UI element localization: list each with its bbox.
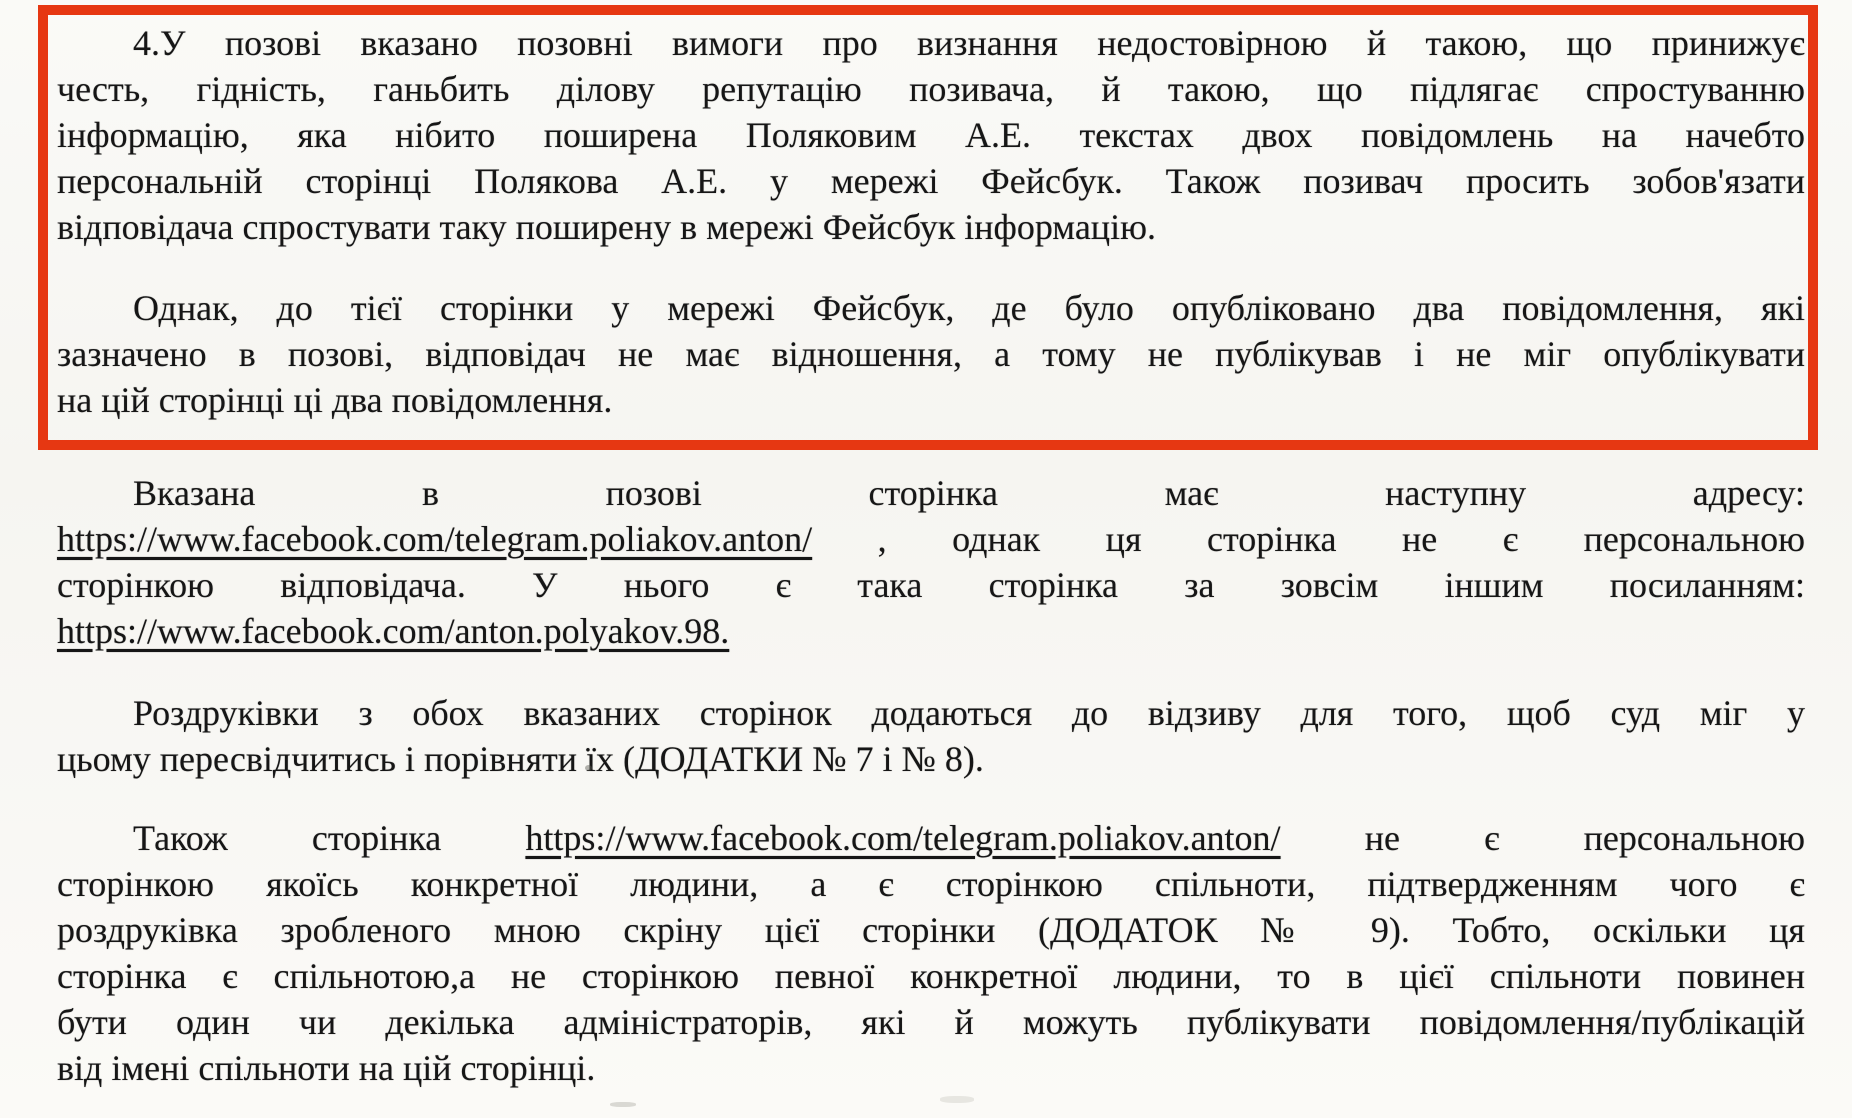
text-segment: , однак ця сторінка не є персональною	[812, 519, 1805, 559]
scan-artifact	[585, 765, 592, 771]
facebook-anton-polyakov-url: https://www.facebook.com/anton.polyakov.98.	[57, 611, 730, 651]
text-segment: Також сторінка	[133, 818, 526, 858]
text-line: бути один чи декілька адміністраторів, які й можуть публікувати повідомлення/публікацій	[57, 1002, 1805, 1042]
text-line: сторінкою відповідача. У нього є така сторінка за зовсім іншим посиланням:	[57, 565, 1805, 605]
text-line: Однак, до тієї сторінки у мережі Фейсбук, де було опубліковано два повідомлення, які	[133, 288, 1805, 328]
text-line: на цій сторінці ці два повідомлення.	[57, 380, 613, 420]
text-line: сторінка є спільнотою,а не сторінкою певної конкретної людини, то в цієї спільноти повинен	[57, 956, 1805, 996]
paragraph-page-address	[57, 470, 1805, 654]
text-line: честь, гідність, ганьбить ділову репутацію позивача, й такою, що підлягає спростуванню	[57, 69, 1805, 109]
document-text-column	[57, 20, 1805, 1091]
text-line	[57, 815, 1805, 861]
text-line: відповідача спростувати таку поширену в мережі Фейсбук інформацію.	[57, 207, 1156, 247]
text-line: 4.У позові вказано позовні вимоги про визнання недостовірною й такою, що принижує	[133, 23, 1805, 63]
text-line: персональній сторінці Полякова А.Е. у мережі Фейсбук. Також позивач просить зобов'язати	[57, 161, 1805, 201]
text-line	[57, 516, 1805, 562]
facebook-telegram-poliakov-url: https://www.facebook.com/telegram.poliakov.anton/	[525, 818, 1281, 858]
text-line: Вказана в позові сторінка має наступну адресу:	[133, 473, 1805, 513]
text-line: зазначено в позові, відповідач не має відношення, а тому не публікував і не міг опублікувати	[57, 334, 1805, 374]
text-line: роздруківка зробленого мною скріну цієї сторінки (ДОДАТОК № 9). Тобто, оскільки ця	[57, 910, 1805, 950]
text-line: сторінкою якоїсь конкретної людини, а є сторінкою спільноти, підтвердженням чого є	[57, 864, 1805, 904]
text-line	[57, 608, 1805, 654]
text-line: від імені спільноти на цій сторінці.	[57, 1048, 596, 1088]
scan-artifact	[940, 1096, 974, 1103]
text-line: цьому пересвідчитись і порівняти їх (ДОДАТКИ № 7 і № 8).	[57, 739, 984, 779]
paragraph-community-page	[57, 815, 1805, 1091]
facebook-telegram-poliakov-url: https://www.facebook.com/telegram.poliakov.anton/	[57, 519, 813, 559]
paragraph-claim-summary	[57, 20, 1805, 250]
text-segment: не є персональною	[1280, 818, 1805, 858]
text-line: Роздруківки з обох вказаних сторінок додаються до відзиву для того, щоб суд міг у	[133, 693, 1805, 733]
paragraph-printouts	[57, 690, 1805, 782]
scan-artifact	[610, 1102, 636, 1107]
paragraph-denial	[57, 285, 1805, 423]
text-line: інформацію, яка нібито поширена Поляковим А.Е. текстах двох повідомлень на начебто	[57, 115, 1805, 155]
